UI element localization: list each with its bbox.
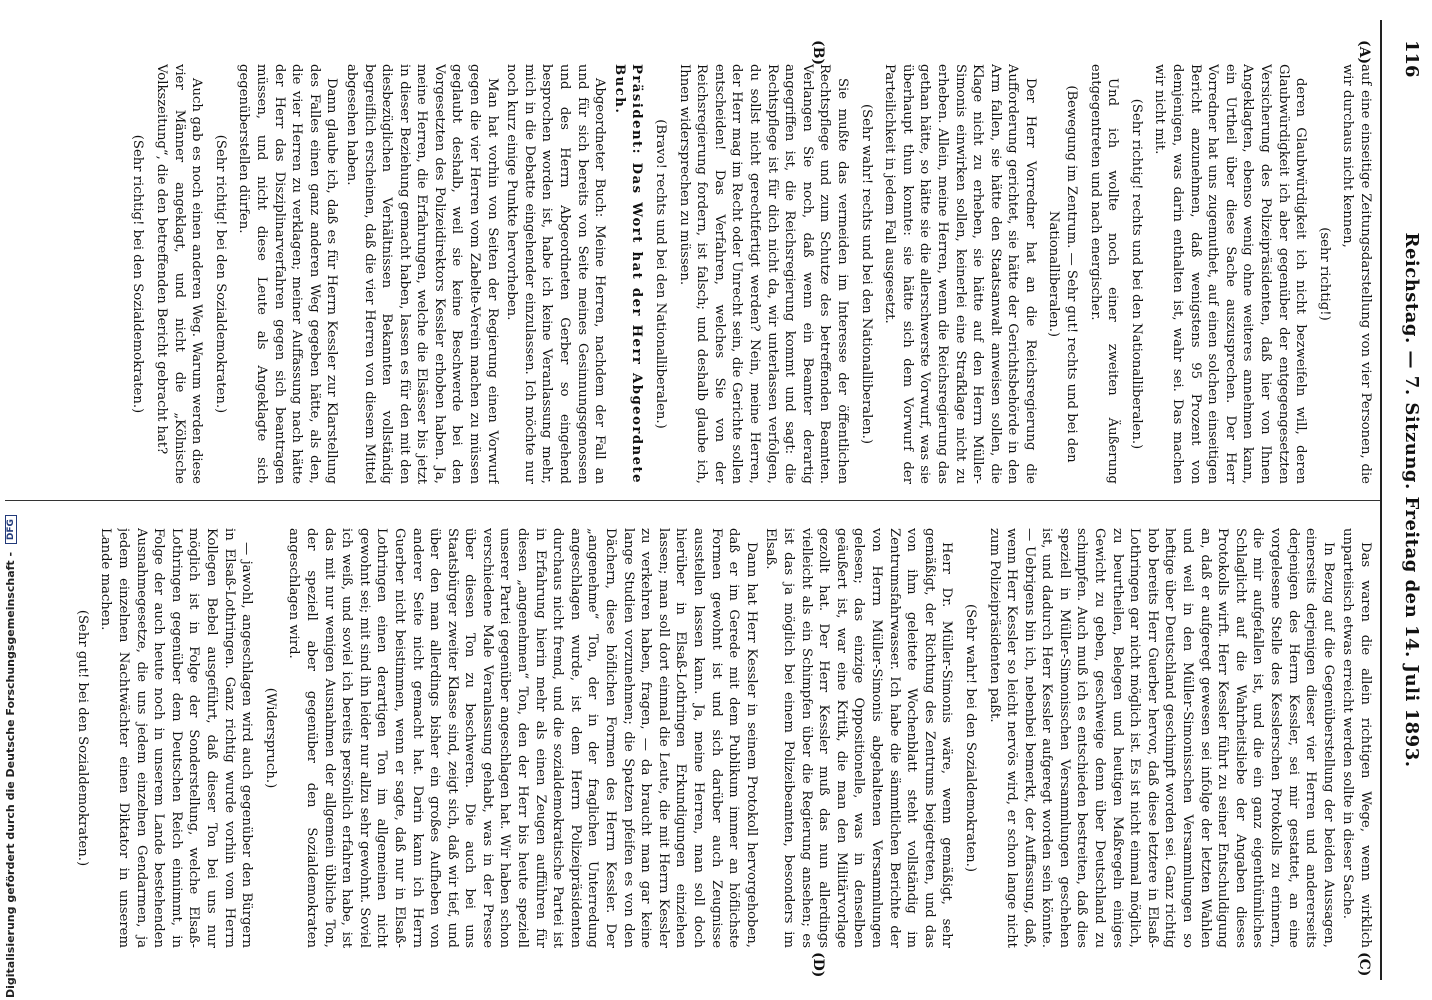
paragraph: Sie mußte das vermeiden im Interesse der öffentlichen Rechtspflege und zum Schutze des betreffenden Beamten. Verlangen Sie noch, daß wenn ein Beamter derartig angegriffen ist, die Reichsregierung kommt und sagt: die Rechtspflege ist für dich nicht da, wir unterlassen verfolgen, du sollst nicht gerechtfertigt werden? Nein, meine Herren, der Herr mag im Recht oder Unrecht sein, die Gerichte sollen entscheiden! Das Verfahren, welches Sie von der Reichsregierung fordern, ist falsch; und deshalb glaube ich, Ihnen widersprechen zu müssen.: [676, 64, 850, 484]
paragraph: deren Glaubwürdigkeit ich nicht bezweifeln will, deren Glaubwürdigkeit ich aber gegenüber der entgegengesetzten Versicherung des Polizeipräsidenten, daß hier von Ihnen Angeklagten, ebenso wenig ohne weiteres annehmen kann, ein Urtheil über diese Sache auszusprechen. Der Herr Vorredner hat uns zugemuthet, auf einen solchen einseitigen Bericht anzunehmen, daß wenigstens 95 Prozent von demjenigen, was darin enthalten ist, wahr sei. Das machen wir nicht mit.: [1152, 64, 1309, 484]
dfg-logo: DFG: [5, 515, 17, 544]
header-rule: [1380, 20, 1382, 980]
interjection: (Bewegung im Zentrum. — Sehr gut! rechts und bei den Nationalliberalen.): [1046, 85, 1080, 463]
interjection: (Sehr wahr! rechts und bei den Nationalliberalen.): [858, 104, 874, 444]
interjection: (Sehr gut! bei den Sozialdemokraten.): [74, 609, 90, 867]
paragraph: Abgeordneter Buch: Meine Herren, nachdem der Fall an und für sich bereits von Seite meines Gesinnungsgenossen und des Herrn Abgeordneten Gerber so eingehend besprochen worden ist, habe ich keine Veranlassung mehr, mich in die Debatte eingehender einzulassen. Ich möchte nur noch kurz einige Punkte hervorheben.: [504, 64, 608, 484]
paragraph: Man hat vorhin von Seiten der Regierung einen Vorwurf gegen die vier Herren vom Zabelte-Verein machen zu müssen geglaubt deshalb, weil sie keine Beschwerde bei den Vorgesetzten des Polizeidirektors Kessler erhoben haben. Ja, meine Herren, die Erfahrungen, welche die Elsässer bis jetzt in dieser Beziehung gemacht haben, lassen es für den mit den diesbezüglichen Verhältnissen Bekannten vollständig begreiflich erscheinen, daß die vier Herren von diesem Mittel abgesehen haben.: [343, 64, 500, 484]
paragraph: Herr Dr. Müller-Simonis wäre, wenn gemäßigt, sehr gemäßigt, der Richtung des Zentrums beigetreten, und das von ihm geleitete Wochenblatt steht vollständig im Zentrumsfahrwasser. Ich habe die sämmtlichen Berichte der von Herrn Müller-Simonis abgehaltenen Versammlungen gelesen; das einzige Oppositionelle, was in denselben geäußert ist, war eine Kritik, die man den Militärvorlage gezollt hat. Der Herr Kessler muß das nun allerdings vielleicht als ein Schimpfen über die Regierung ansehen; es ist das ja möglich bei einem Polizeibeamten, besonders im Elsaß.: [763, 528, 955, 948]
interjection: (Sehr richtig! rechts und bei den Nationalliberalen.): [1128, 98, 1144, 450]
paragraph: Der Herr Vorredner hat an die Reichsregierung die Aufforderung gerichtet, sie hätte der Gerichtsbehörde in den Arm fallen, sie hätte den Staatsanwalt anweisen sollen, die Klage nicht zu erheben, sie hätte auf den Herrn Müller-Simonis einwirken sollen, keinerlei eine Strafklage nicht zu erheben. Allein, meine Herren, wenn die Reichsregierung das gethan hätte, so hätte sie die allerschwerste Vorwurf, was sie überhaupt thun konnte: sie hätte sich dem Vorwurf der Parteilichkeit in jedem Fall ausgesetzt.: [882, 64, 1038, 484]
paragraph: auf eine einseitige Zeitungsdarstellung von vier Personen, die wir durchaus nicht kennen,: [1340, 64, 1373, 484]
paragraph: Das waren die allein richtigen Wege, wenn wirklich unparteiisch etwas erreicht werden sollte in dieser Sache.: [1340, 528, 1373, 948]
interjection: (Sehr richtig! bei den Sozialdemokraten.): [212, 134, 228, 414]
margin-marker-d: (D): [810, 952, 826, 978]
margin-marker-a: (A): [1356, 40, 1372, 65]
right-column: [14, 528, 1374, 948]
running-title: Reichstag. — 7. Sitzung. Freitag den 14. Juli 1893.: [1401, 232, 1422, 768]
interjection: (sehr richtig!): [1316, 227, 1332, 321]
paragraph: In Bezug auf die Gegenüberstellung der beiden Aussagen, einerseits derjenigen dieser vier Herren und andererseits derjenigen des Herrn Kessler, sei mir gestattet, an eine vorgelesene Stelle des Kesslerschen Protokolls zu erinnern, die mir aufgefallen ist, und die ein ganz eigenthümliches Schlaglicht auf die Wahrheitsliebe der Angaben dieses Protokolls wirft. Herr Kessler führt zu seiner Entschuldigung an, daß er aufgeregt gewesen sei infolge der letzten Wahlen und weil in den Müller-Simonisschen Versammlungen so heftige über Deutschland geschimpft worden sei. Ganz richtig hob bereits Herr Guerber hervor, daß diese letztere in Elsaß-Lothringen gar nicht möglich ist. Es ist nicht einmal möglich, zu beurtheilen, Belegen und heutigen Maßregeln einiges Gewicht zu geben, geschweige denn über Deutschland zu schimpfen. Auch muß ich es entschieden bestreiten, daß dies speziell in Müller-Simonisschen Versammlungen geschehen ist, und dadurch Herr Kessler aufgeregt worden sein könnte. — Uebrigens bin ich, nebenbei bemerkt, der Auffassung, daß, wenn Herr Kessler so leicht nervös wird, er schon lange nicht zum Polizeipräsidenten paßt.: [986, 528, 1336, 948]
paragraph: Dann hat Herr Kessler in seinem Protokoll hervorgehoben, daß er im Gerede mit dem Publikum immer an höflichste Formen gewohnt ist und sich darüber auch Zeugnisse ausstellen lassen kann. Ja, meine Herren, man soll doch hierüber in Elsaß-Lothringen Erkundigungen einziehen lassen; man soll dort einmal die Leute, die mit Herrn Kessler zu verkehren haben, fragen, — da braucht man gar keine lange Studien vorzunehmen; die Spatzen pfeifen es von den Dächern, diese höflichen Formen des Herrn Kessler. Der „angenehme“ Ton, der in der fraglichen Unterredung angeschlagen wurde, ist dem Herrn Polizeipräsidenten durchaus nicht fremd, und die sozialdemokratische Partei ist in Erfahrung hierin mehr als einen Zeugen aufführen für diesen „angenehmen“ Ton, den der Herr bis heute speziell unserer Partei gegenüber angeschlagen hat. Wir haben schon verschiedene Male Veranlassung gehabt, was in der Presse über diesen Ton zu beschweren. Die auch bei uns Staatsbürger zweiter Klasse sind, zeigt sich, daß wir tief, und über den man allerdings bisher ein großes Aufheben von anderer Seite nicht gemacht hat. Darin kann ich Herrn Guerber nicht beistimmen, wenn er sagte, daß nur in Elsaß-Lothringen einen derartigen Ton im allgemeinen nicht gewohnt sei; mit sind ihn leider nur allzu sehr gewohnt. Soviel ich weiß, und soviel ich bereits persönlich erfahren habe, ist das mit nur wenigen Ausnahmen der allgemein übliche Ton, der speziell aber gegenüber den Sozialdemokraten angeschlagen wird.: [286, 528, 759, 948]
paragraph: Auch gab es noch einen anderen Weg. Warum werden diese vier Männer angeklagt, und nicht die „Kölnische Volkszeitung“, die den betreffenden Bericht gebracht hat?: [154, 64, 205, 484]
margin-marker-b: (B): [810, 40, 826, 66]
interjection: (Bravo! rechts und bei den Nationalliberalen.): [653, 119, 669, 429]
left-column: [14, 64, 1374, 484]
paragraph: Und ich wollte noch einer zweiten Äußerung entgegentreten und nach energischer.: [1087, 64, 1121, 484]
credit-text: Digitalisierung gefördert durch die Deutsche Forschungsgemeinschaft -: [4, 551, 17, 998]
digitization-credit: [0, 0, 24, 1000]
paragraph: Dann glaube ich, daß es für Herrn Kessler zur Klarstellung des Falles einen ganz anderen Weg gegeben hätte, als den, die vier Herren zu verklagen; meiner Auffassung nach hätte der Herr das Disziplinarverfahren gegen sich beantragen müssen, und nicht diese Leute als Angeklagte sich gegenüberstellen dürfen.: [236, 64, 340, 484]
page-number: 116: [1401, 40, 1422, 78]
interjection: (Sehr richtig! bei den Sozialdemokraten.): [130, 134, 146, 414]
column-divider: [5, 500, 1380, 501]
speaker-line: Präsident: Das Wort hat der Herr Abgeordnete Buch.: [611, 64, 645, 484]
interjection: (Widerspruch.): [262, 687, 278, 789]
paragraph: — jawohl, angeschlagen wird auch gegenüber den Bürgern in Elsaß-Lothringen. Ganz richtig wurde vorhin vom Herrn Kollegen Bebel ausgeführt, daß dieser Ton bei uns nur möglich ist in Folge der Sonderstellung, welche Elsaß-Lothringen gegenüber dem Deutschen Reich einnimmt, in Folge der auch heute noch in unserem Lande bestehenden Ausnahmegesetze, die uns jedem einzelnen Gendarmen, ja jedem einzelnen Nachtwächter einen Diktator in unserem Lande machen.: [98, 528, 255, 948]
page-header: [1398, 40, 1422, 960]
margin-marker-c: (C): [1356, 952, 1372, 977]
interjection: (Sehr wahr! bei den Sozialdemokraten.): [962, 604, 978, 872]
